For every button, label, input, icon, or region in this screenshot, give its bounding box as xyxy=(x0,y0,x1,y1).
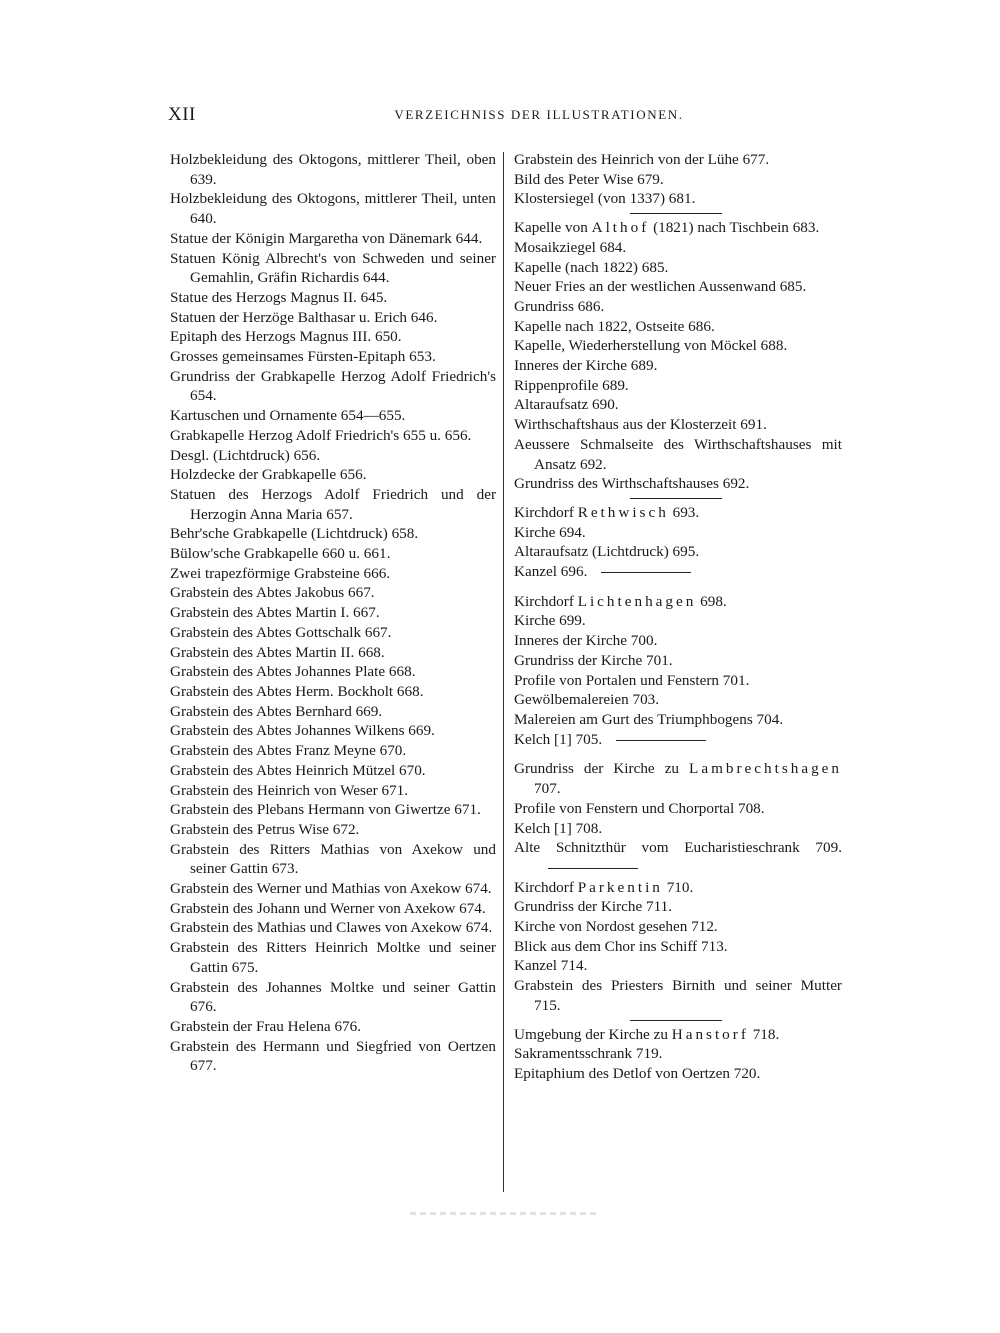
list-item: Holzdecke der Grabkapelle 656. xyxy=(170,466,367,484)
list-item: Grundriss der Kirche 701. xyxy=(514,651,673,669)
list-item: Neuer Fries an der westlichen Aussenwand 685. xyxy=(514,278,807,296)
list-item: Klostersiegel (von 1337) 681. xyxy=(514,190,696,208)
list-item: Grabstein des Abtes Johannes Wilkens 669. xyxy=(170,722,435,740)
list-item: Inneres der Kirche 689. xyxy=(514,357,658,375)
list-item: Behr'sche Grabkapelle (Lichtdruck) 658. xyxy=(170,525,419,543)
list-item: Sakramentsschrank 719. xyxy=(514,1045,663,1063)
list-item: Kapelle, Wiederherstellung von Möckel 688. xyxy=(514,337,788,355)
group-hanstorf xyxy=(514,1044,842,1083)
list-item: Malereien am Gurt des Triumphbogens 704. xyxy=(514,710,784,728)
page-number: XII xyxy=(168,104,196,125)
list-item: Zwei trapezförmige Grabsteine 666. xyxy=(170,564,391,582)
list-item: Kanzel 696. xyxy=(514,562,842,582)
list-item: Kapelle nach 1822, Ostseite 686. xyxy=(514,317,715,335)
list-item: Grabstein der Frau Helena 676. xyxy=(170,1017,362,1035)
list-item: Grabstein des Abtes Gottschalk 667. xyxy=(170,623,392,641)
place-name: Althof xyxy=(591,219,650,237)
list-item: Blick aus dem Chor ins Schiff 713. xyxy=(514,937,728,955)
list-item: Desgl. (Lichtdruck) 656. xyxy=(170,446,321,464)
list-item: Grundriss 686. xyxy=(514,297,605,315)
list-item: Inneres der Kirche 700. xyxy=(514,632,658,650)
section-heading-parkentin: Kirchdorf Parkentin 710. xyxy=(514,878,694,896)
section-heading-lambrechtshagen: Grundriss der Kirche zu Lambrechtshagen 707. xyxy=(514,760,842,798)
list-item: Grabstein des Abtes Martin I. 667. xyxy=(170,604,380,622)
list-item: Statuen König Albrecht's von Schweden und seiner Gemahlin, Gräfin Richardis 644. xyxy=(170,249,496,287)
list-item: Altaraufsatz (Lichtdruck) 695. xyxy=(514,543,700,561)
section-separator xyxy=(630,1020,722,1021)
section-heading-hanstorf: Umgebung der Kirche zu Hanstorf 718. xyxy=(514,1025,780,1043)
list-item: Grosses gemeinsames Fürsten-Epitaph 653. xyxy=(170,348,436,366)
list-item: Grabstein des Johann und Werner von Axekow 674. xyxy=(170,899,486,917)
section-separator xyxy=(630,213,722,214)
column-divider xyxy=(503,152,504,1192)
list-item: Gewölbemalereien 703. xyxy=(514,691,660,709)
group-lichtenhagen xyxy=(514,611,842,729)
list-item: Bülow'sche Grabkapelle 660 u. 661. xyxy=(170,545,391,563)
right-column xyxy=(514,150,842,1084)
list-item: Rippenprofile 689. xyxy=(514,376,629,394)
section-heading-rethwisch: Kirchdorf Rethwisch 693. xyxy=(514,503,700,521)
group-parkentin xyxy=(514,897,842,1015)
list-item: Grabstein des Abtes Martin II. 668. xyxy=(170,643,385,661)
list-item: Profile von Fenstern und Chorportal 708. xyxy=(514,799,765,817)
list-item: Kelch [1] 708. xyxy=(514,819,603,837)
list-item: Kanzel 714. xyxy=(514,957,588,975)
list-item: Grabstein des Abtes Johannes Plate 668. xyxy=(170,663,416,681)
section-heading-althof: Kapelle von Althof (1821) nach Tischbein 683. xyxy=(514,219,820,237)
list-item: Grabstein des Ritters Heinrich Moltke und seiner Gattin 675. xyxy=(170,939,496,976)
list-item: Grabstein des Ritters Mathias von Axekow und seiner Gattin 673. xyxy=(170,840,496,878)
list-item: Grabstein des Hermann und Siegfried von Oertzen 677. xyxy=(170,1037,496,1075)
list-item: Epitaph des Herzogs Magnus III. 650. xyxy=(170,328,402,346)
section-heading-lichtenhagen: Kirchdorf Lichtenhagen 698. xyxy=(514,592,727,610)
place-name: Parkentin xyxy=(577,878,663,896)
list-item: Kartuschen und Ornamente 654—655. xyxy=(170,407,406,425)
list-item: Grabstein des Heinrich von Weser 671. xyxy=(170,781,409,799)
list-item: Grabstein des Heinrich von der Lühe 677. xyxy=(514,151,770,168)
list-item: Kirche 699. xyxy=(514,612,586,630)
list-item: Statue des Herzogs Magnus II. 645. xyxy=(170,288,388,306)
list-item: Grabstein des Abtes Jakobus 667. xyxy=(170,584,375,602)
list-item: Grundriss der Kirche 711. xyxy=(514,898,673,916)
list-item: Bild des Peter Wise 679. xyxy=(514,170,664,188)
list-item: Grabstein des Petrus Wise 672. xyxy=(170,820,360,838)
list-item: Kirche 694. xyxy=(514,523,586,541)
section-separator xyxy=(630,498,722,499)
list-item: Grabstein des Johannes Moltke und seiner Gattin 676. xyxy=(170,978,496,1016)
list-item: Altaraufsatz 690. xyxy=(514,396,619,414)
list-item: Grabstein des Mathias und Clawes von Axekow 674. xyxy=(170,919,493,937)
list-item: Grabstein des Abtes Heinrich Mützel 670. xyxy=(170,761,426,779)
section-separator xyxy=(616,740,706,741)
list-item: Wirthschaftshaus aus der Klosterzeit 691. xyxy=(514,416,767,434)
list-item: Grabstein des Plebans Hermann von Giwertze 671. xyxy=(170,801,481,819)
list-item: Grabstein des Werner und Mathias von Axekow 674. xyxy=(170,880,492,898)
list-item: Kelch [1] 705. xyxy=(514,730,842,750)
list-item: Kirche von Nordost gesehen 712. xyxy=(514,918,718,936)
place-name: Rethwisch xyxy=(577,503,669,521)
list-item: Profile von Portalen und Fenstern 701. xyxy=(514,671,750,689)
page-header xyxy=(168,104,840,128)
list-item: Mosaikziegel 684. xyxy=(514,238,627,256)
list-item: Grundriss des Wirthschaftshauses 692. xyxy=(514,475,750,493)
list-item: Holzbekleidung des Oktogons, mittlerer Theil, oben 639. xyxy=(170,151,496,188)
list-item: Grabstein des Abtes Herm. Bockholt 668. xyxy=(170,682,424,700)
place-name: Lambrechtshagen xyxy=(689,760,842,778)
list-item: Grabstein des Abtes Franz Meyne 670. xyxy=(170,742,407,760)
list-item: Statue der Königin Margaretha von Dänemark 644. xyxy=(170,229,483,247)
group-rethwisch xyxy=(514,523,842,562)
list-item: Alte Schnitzthür vom Eucharistieschrank 709. xyxy=(514,838,842,877)
group-lühe xyxy=(514,150,842,209)
list-item: Grundriss der Grabkapelle Herzog Adolf Friedrich's 654. xyxy=(170,367,496,405)
group-althof xyxy=(514,238,842,494)
list-item: Grabstein des Priesters Birnith und seiner Mutter 715. xyxy=(514,977,842,1014)
group-lambrechtshagen xyxy=(514,799,842,838)
list-item: Aeussere Schmalseite des Wirthschaftshauses mit Ansatz 692. xyxy=(514,435,842,473)
place-name: Lichtenhagen xyxy=(577,592,697,610)
list-item: Kapelle (nach 1822) 685. xyxy=(514,258,669,276)
list-item: Grabkapelle Herzog Adolf Friedrich's 655 u. 656. xyxy=(170,426,472,444)
left-column xyxy=(170,150,496,1076)
place-name: Hanstorf xyxy=(671,1025,749,1043)
list-item: Grabstein des Abtes Bernhard 669. xyxy=(170,702,383,720)
list-item: Statuen der Herzöge Balthasar u. Erich 646. xyxy=(170,308,438,326)
section-separator xyxy=(548,868,638,869)
section-separator xyxy=(601,572,691,573)
list-item: Epitaphium des Detlof von Oertzen 720. xyxy=(514,1064,761,1082)
running-title: VERZEICHNISS DER ILLUSTRATIONEN. xyxy=(394,107,684,122)
list-item: Holzbekleidung des Oktogons, mittlerer Theil, unten 640. xyxy=(170,190,496,228)
print-smudge xyxy=(410,1212,600,1215)
list-item: Statuen des Herzogs Adolf Friedrich und der Herzogin Anna Maria 657. xyxy=(170,485,496,523)
